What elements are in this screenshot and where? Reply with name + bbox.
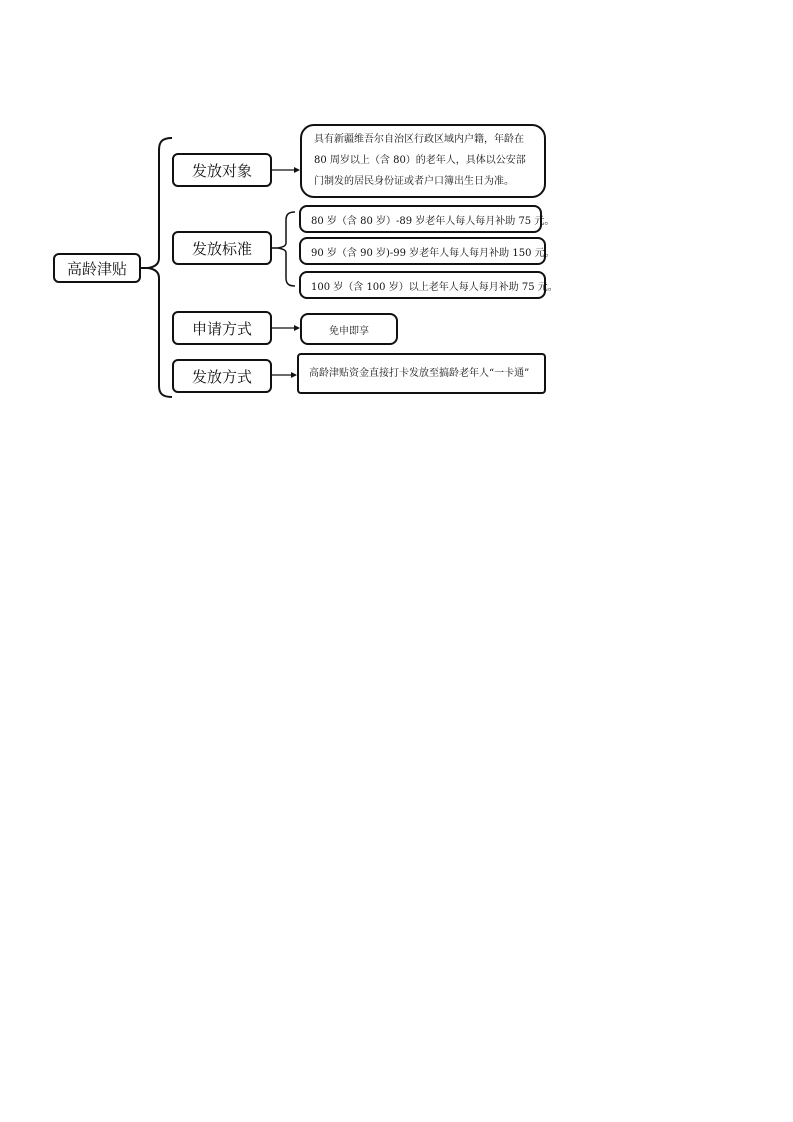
category-apply: [172, 311, 272, 345]
detail-standard-80: [299, 205, 555, 233]
main-brace: [148, 138, 172, 397]
detail-standard-100: [299, 271, 558, 299]
category-label: 申请方式: [191, 319, 252, 338]
detail-apply: [300, 313, 398, 345]
root-label: 高龄津贴: [66, 259, 127, 278]
detail-text: 80 岁（含 80 岁）-89 岁老年人每人每月补助 75 元。: [311, 215, 555, 227]
category-target: [172, 153, 272, 187]
detail-method: [297, 353, 546, 394]
category-label: 发放对象: [191, 161, 252, 180]
category-label: 发放标准: [191, 239, 252, 258]
standard-brace: [278, 212, 295, 286]
detail-text: 100 岁（含 100 岁）以上老年人每人每月补助 75 元。: [311, 281, 558, 293]
root-node: [53, 253, 141, 283]
detail-text: 具有新疆维吾尔自治区行政区域内户籍，年龄在 80 周岁以上（含 80）的老年人，具体以公安部门制发的居民身份证或者户口簿出生日为准。: [314, 133, 526, 187]
category-label: 发放方式: [191, 367, 252, 386]
category-standard: [172, 231, 272, 265]
detail-text: 90 岁（含 90 岁)-99 岁老年人每人每月补助 150 元。: [311, 247, 555, 259]
detail-text: 高龄津贴资金直接打卡发放至搞龄老年人“一卡通”: [309, 368, 530, 379]
category-method: [172, 359, 272, 393]
detail-text: 免申即享: [329, 325, 369, 337]
detail-target: [300, 124, 546, 198]
detail-standard-90: [299, 237, 555, 265]
